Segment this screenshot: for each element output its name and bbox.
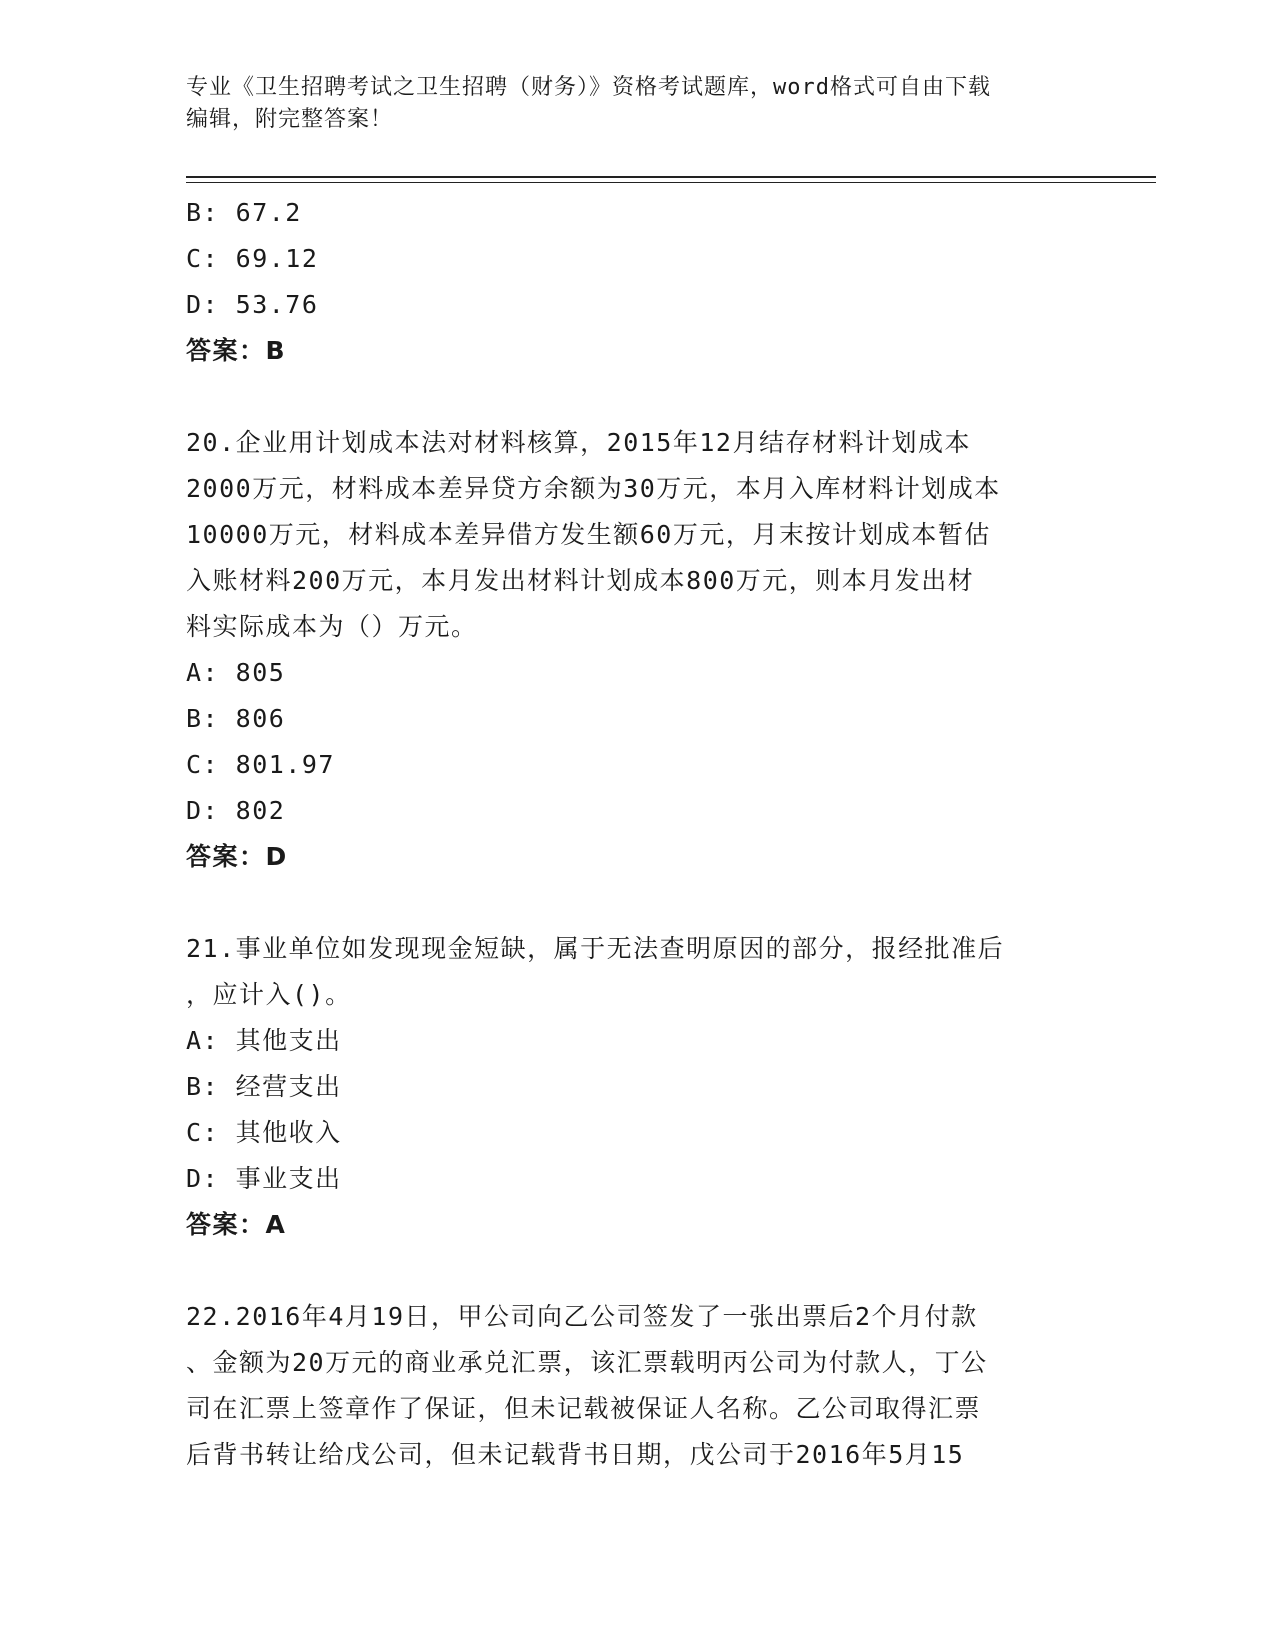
spacer xyxy=(186,374,1086,420)
header-divider-thick xyxy=(186,176,1156,178)
question-stem-line: ，应计入()。 xyxy=(186,980,352,1009)
header-divider-thin xyxy=(186,182,1156,183)
option-d: D: 53.76 xyxy=(186,290,319,319)
option-c: C: 69.12 xyxy=(186,244,319,273)
question-stem-line: 、金额为20万元的商业承兑汇票，该汇票载明丙公司为付款人，丁公 xyxy=(186,1348,988,1377)
question-stem-line: 料实际成本为（）万元。 xyxy=(186,612,478,641)
question-stem-line: 司在汇票上签章作了保证，但未记载被保证人名称。乙公司取得汇票 xyxy=(186,1394,982,1423)
spacer xyxy=(186,880,1086,926)
question-stem-line: 后背书转让给戊公司，但未记载背书日期，戊公司于2016年5月15 xyxy=(186,1440,965,1469)
question-21 xyxy=(186,926,1086,1248)
option-b: B: 806 xyxy=(186,704,286,733)
question-stem-line: 21.事业单位如发现现金短缺，属于无法查明原因的部分，报经批准后 xyxy=(186,934,1005,963)
question-stem-line: 22.2016年4月19日，甲公司向乙公司签发了一张出票后2个月付款 xyxy=(186,1302,978,1331)
question-20 xyxy=(186,420,1086,880)
option-c: C: 801.97 xyxy=(186,750,335,779)
spacer xyxy=(186,1248,1086,1294)
answer: 答案：B xyxy=(186,336,287,365)
option-a: A: 其他支出 xyxy=(186,1026,342,1055)
question-stem-line: 20.企业用计划成本法对材料核算，2015年12月结存材料计划成本 xyxy=(186,428,971,457)
question-stem-line: 2000万元，材料成本差异贷方余额为30万元，本月入库材料计划成本 xyxy=(186,474,1001,503)
option-b: B: 经营支出 xyxy=(186,1072,342,1101)
question-stem-line: 10000万元，材料成本差异借方发生额60万元，月末按计划成本暂估 xyxy=(186,520,991,549)
option-d: D: 802 xyxy=(186,796,286,825)
answer: 答案：A xyxy=(186,1210,287,1239)
option-d: D: 事业支出 xyxy=(186,1164,342,1193)
document-header xyxy=(186,72,1086,136)
question-stem-line: 入账材料200万元，本月发出材料计划成本800万元，则本月发出材 xyxy=(186,566,975,595)
header-line-1: 专业《卫生招聘考试之卫生招聘（财务）》资格考试题库，word格式可自由下载 xyxy=(186,75,991,100)
question-content xyxy=(186,190,1086,1478)
option-a: A: 805 xyxy=(186,658,286,687)
option-c: C: 其他收入 xyxy=(186,1118,342,1147)
header-line-2: 编辑，附完整答案！ xyxy=(186,107,394,132)
question-19 xyxy=(186,190,1086,374)
option-b: B: 67.2 xyxy=(186,198,302,227)
question-22 xyxy=(186,1294,1086,1478)
answer: 答案：D xyxy=(186,842,288,871)
